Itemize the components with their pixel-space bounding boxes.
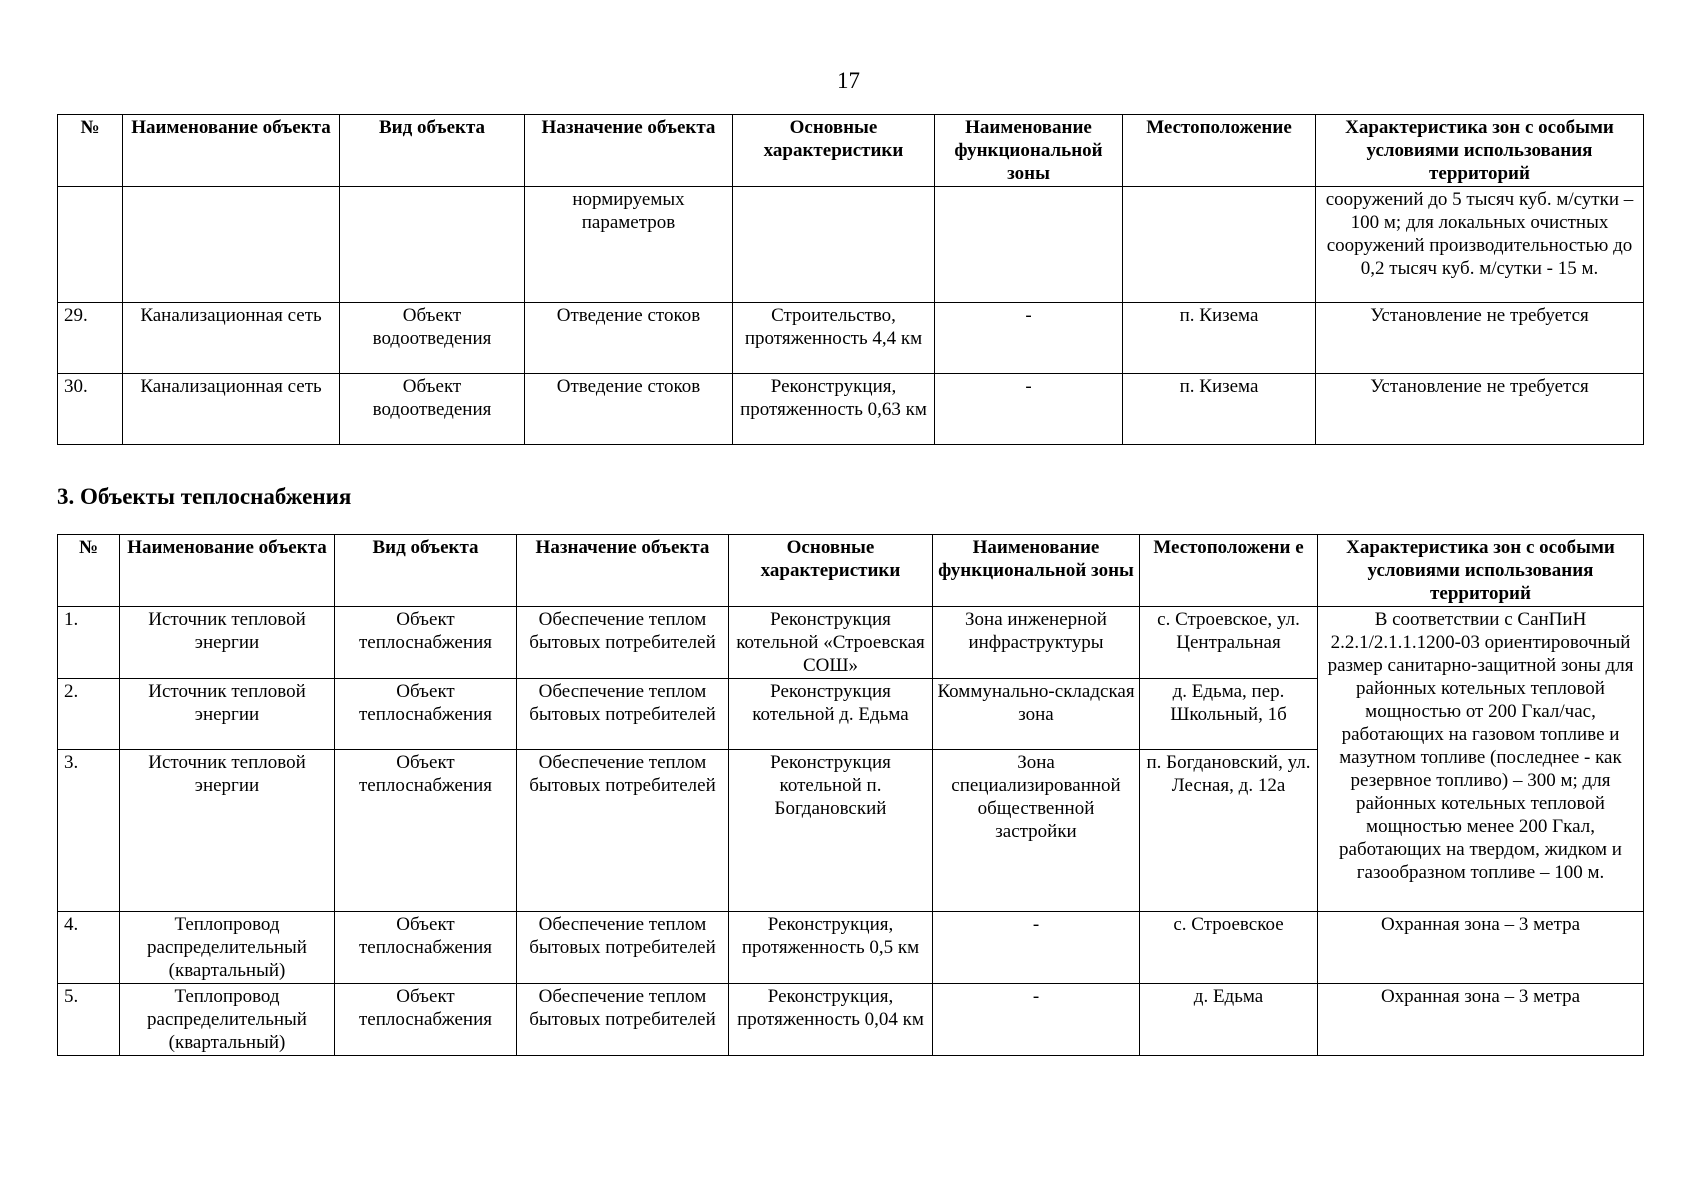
cell-object-type: Объект водоотведения <box>340 374 525 445</box>
header-location: Местоположени е <box>1140 535 1318 607</box>
cell-functional-zone <box>935 187 1123 303</box>
table-row <box>58 303 1644 374</box>
cell-object-name: Канализационная сеть <box>123 303 340 374</box>
cell-main-characteristics: Реконструкция, протяженность 0,5 км <box>729 912 933 984</box>
cell-functional-zone: Коммунально-складская зона <box>933 679 1140 750</box>
cell-zone-characteristics: Охранная зона – 3 метра <box>1318 984 1644 1056</box>
cell-main-characteristics <box>733 187 935 303</box>
cell-object-name <box>123 187 340 303</box>
cell-object-name: Источник тепловой энергии <box>120 607 335 679</box>
cell-functional-zone: Зона специализированной общественной застройки <box>933 750 1140 912</box>
table-header-row <box>58 115 1644 187</box>
cell-object-type: Объект водоотведения <box>340 303 525 374</box>
header-number: № <box>58 535 120 607</box>
cell-object-type: Объект теплоснабжения <box>335 750 517 912</box>
cell-object-name: Источник тепловой энергии <box>120 750 335 912</box>
cell-object-type <box>340 187 525 303</box>
cell-main-characteristics: Строительство, протяженность 4,4 км <box>733 303 935 374</box>
cell-main-characteristics: Реконструкция котельной п. Богдановский <box>729 750 933 912</box>
cell-main-characteristics: Реконструкция, протяженность 0,63 км <box>733 374 935 445</box>
cell-location: с. Строевское <box>1140 912 1318 984</box>
header-functional-zone: Наименование функциональной зоны <box>933 535 1140 607</box>
cell-functional-zone: - <box>935 303 1123 374</box>
table-row <box>58 984 1644 1056</box>
cell-functional-zone: - <box>933 984 1140 1056</box>
cell-functional-zone: - <box>933 912 1140 984</box>
cell-functional-zone: Зона инженерной инфраструктуры <box>933 607 1140 679</box>
cell-number: 2. <box>58 679 120 750</box>
cell-main-characteristics: Реконструкция котельной д. Едьма <box>729 679 933 750</box>
cell-number: 1. <box>58 607 120 679</box>
heat-supply-table <box>57 534 1644 1056</box>
header-object-name: Наименование объекта <box>123 115 340 187</box>
cell-number: 3. <box>58 750 120 912</box>
table-row <box>58 187 1644 303</box>
header-object-purpose: Назначение объекта <box>517 535 729 607</box>
header-object-purpose: Назначение объекта <box>525 115 733 187</box>
cell-object-purpose: Отведение стоков <box>525 374 733 445</box>
header-location: Местоположение <box>1123 115 1316 187</box>
cell-number: 29. <box>58 303 123 374</box>
cell-zone-characteristics: Установление не требуется <box>1316 374 1644 445</box>
section-title: 3. Объекты теплоснабжения <box>57 484 352 509</box>
cell-object-type: Объект теплоснабжения <box>335 912 517 984</box>
cell-object-purpose: нормируемых параметров <box>525 187 733 303</box>
cell-location: п. Богдановский, ул. Лесная, д. 12а <box>1140 750 1318 912</box>
header-object-type: Вид объекта <box>335 535 517 607</box>
cell-object-type: Объект теплоснабжения <box>335 607 517 679</box>
cell-object-purpose: Обеспечение теплом бытовых потребителей <box>517 984 729 1056</box>
table-header-row <box>58 535 1644 607</box>
cell-zone-characteristics: сооружений до 5 тысяч куб. м/сутки – 100 м; для локальных очистных сооружений производительностью до 0,2 тысяч куб. м/сутки - 15 м. <box>1316 187 1644 303</box>
header-object-type: Вид объекта <box>340 115 525 187</box>
cell-object-name: Канализационная сеть <box>123 374 340 445</box>
cell-number: 30. <box>58 374 123 445</box>
cell-location: д. Едьма <box>1140 984 1318 1056</box>
cell-object-purpose: Обеспечение теплом бытовых потребителей <box>517 912 729 984</box>
table-row <box>58 607 1644 679</box>
cell-location: п. Кизема <box>1123 303 1316 374</box>
cell-object-name: Источник тепловой энергии <box>120 679 335 750</box>
cell-zone-characteristics-merged: В соответствии с СанПиН 2.2.1/2.1.1.1200-03 ориентировочный размер санитарно-защитной зоны для районных котельных тепловой мощностью от 200 Гкал/час, работающих на газовом топливе и мазутном топливе (последнее - как резервное топливо) – 300 м; для районных котельных тепловой мощностью менее 200 Гкал, работающих на твердом, жидком и газообразном топливе – 100 м. <box>1318 607 1644 912</box>
cell-zone-characteristics: Установление не требуется <box>1316 303 1644 374</box>
cell-object-purpose: Обеспечение теплом бытовых потребителей <box>517 679 729 750</box>
header-main-characteristics: Основные характеристики <box>729 535 933 607</box>
cell-location: п. Кизема <box>1123 374 1316 445</box>
cell-object-name: Теплопровод распределительный (квартальный) <box>120 912 335 984</box>
cell-number: 4. <box>58 912 120 984</box>
header-main-characteristics: Основные характеристики <box>733 115 935 187</box>
cell-main-characteristics: Реконструкция, протяженность 0,04 км <box>729 984 933 1056</box>
table-row <box>58 374 1644 445</box>
cell-number <box>58 187 123 303</box>
header-number: № <box>58 115 123 187</box>
cell-location <box>1123 187 1316 303</box>
table-row <box>58 912 1644 984</box>
cell-object-name: Теплопровод распределительный (квартальный) <box>120 984 335 1056</box>
cell-number: 5. <box>58 984 120 1056</box>
water-disposal-table <box>57 114 1644 445</box>
cell-object-purpose: Обеспечение теплом бытовых потребителей <box>517 607 729 679</box>
cell-main-characteristics: Реконструкция котельной «Строевская СОШ» <box>729 607 933 679</box>
cell-location: с. Строевское, ул. Центральная <box>1140 607 1318 679</box>
cell-functional-zone: - <box>935 374 1123 445</box>
header-functional-zone: Наименование функциональной зоны <box>935 115 1123 187</box>
cell-zone-characteristics: Охранная зона – 3 метра <box>1318 912 1644 984</box>
cell-location: д. Едьма, пер. Школьный, 1б <box>1140 679 1318 750</box>
cell-object-type: Объект теплоснабжения <box>335 984 517 1056</box>
header-zone-characteristics: Характеристика зон с особыми условиями использования территорий <box>1318 535 1644 607</box>
cell-object-purpose: Обеспечение теплом бытовых потребителей <box>517 750 729 912</box>
cell-object-purpose: Отведение стоков <box>525 303 733 374</box>
header-object-name: Наименование объекта <box>120 535 335 607</box>
header-zone-characteristics: Характеристика зон с особыми условиями использования территорий <box>1316 115 1644 187</box>
cell-object-type: Объект теплоснабжения <box>335 679 517 750</box>
page-number: 17 <box>837 68 860 93</box>
